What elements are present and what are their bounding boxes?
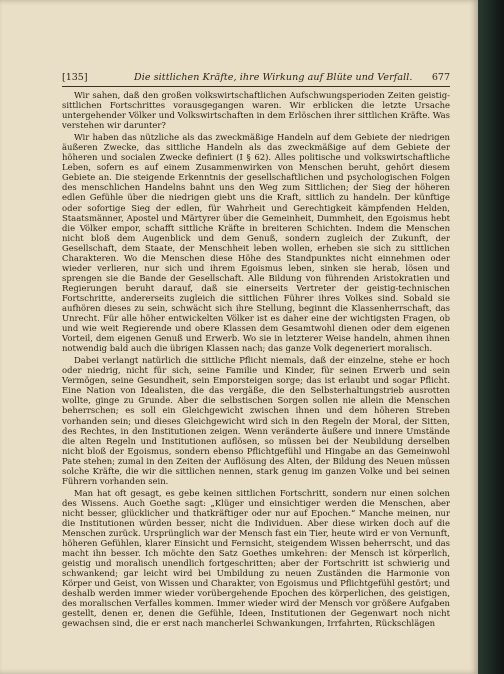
header-bracket-number: [135] xyxy=(62,72,88,83)
paragraph-3: Dabei verlangt natürlich die sittliche Pflicht niemals, daß der einzelne, stehe er hoch oder niedrig, nicht für sich, seine Familie und Kinder, für seinen Erwerb und sein Vermögen, seine Gesundheit, sein Emporsteigen sorge; das ist erlaubt und sogar Pflicht. Eine Nation von Idealisten, die das vergäße, die den Selbsterhaltungstrieb ausrotten wollte, ginge zu Grunde. Aber die selbstischen Sorgen sollen nie allein die Menschen beherrschen; es soll ein Gleichgewicht zwischen ihnen und dem höheren Streben vorhanden sein; und dieses Gleichgewicht wird sich in den Regeln der Moral, der Sitten, des Rechtes, in den Institutionen zeigen. Wenn veränderte äußere und innere Umstände die alten Regeln und Institutionen auflösen, so müssen bei der Neubildung derselben nicht bloß der Egoismus, sondern ebenso Pflichtgefühl und Hingabe an das Gemeinwohl Pate stehen; zumal in den Zeiten der Auflösung des Alten, der Bildung des Neuen müssen solche Kräfte, die wir die sittlichen nennen, stark genug im ganzen Volke und bei seinen Führern vorhanden sein. xyxy=(62,355,450,486)
paragraph-4: Man hat oft gesagt, es gebe keinen sittlichen Fortschritt, sondern nur einen solchen des Wissens. Auch Goethe sagt: „Klüger und einsichtiger werden die Menschen, aber nicht besser, glücklicher und thatkräftiger oder nur auf Epochen.“ Manche meinen, nur die Institutionen würden besser, nicht die Individuen. Aber diese wirken doch auf die Menschen zurück. Ursprünglich war der Mensch fast ein Tier, heute wird er von Vernunft, höheren Gefühlen, klarer Einsicht und Fernsicht, steigendem Wissen beherrscht, und das macht ihn besser. Ich möchte den Satz Goethes umkehren: der Mensch ist körperlich, geistig und moralisch unendlich fortgeschritten; aber der Fortschritt ist schwierig und schwankend; gar leicht wird bei Umbildung zu neuen Zuständen die Harmonie von Körper und Geist, von Wissen und Charakter, von Egoismus und Pflichtgefühl gestört; und deshalb werden immer wieder vorübergehende Epochen des körperlichen, des geistigen, des moralischen Verfalles kommen. Immer wieder wird der Mensch vor größere Aufgaben gestellt, denen er, denen die Gefühle, Ideen, Institutionen der Gegenwart noch nicht gewachsen sind, die er erst nach mancherlei Schwankungen, Irrfahrten, Rückschlägen xyxy=(62,487,450,629)
running-header xyxy=(62,72,450,86)
header-rule xyxy=(62,86,450,87)
paragraph-1: Wir sahen, daß den großen volkswirtschaftlichen Aufschwungsperioden Zeiten geistig-sittlichen Fortschrittes vorausgegangen waren. Wir erblicken die letzte Ursache untergehender Völker und Volkswirtschaften in dem Erlöschen ihrer sittlichen Kräfte. Was verstehen wir darunter? xyxy=(62,90,450,131)
book-spine xyxy=(478,0,504,674)
running-title: Die sittlichen Kräfte, ihre Wirkung auf Blüte und Verfall. xyxy=(134,72,413,83)
paragraph-2: Wir haben das nützliche als das zweckmäßige Handeln auf dem Gebiete der niedrigen äußeren Zwecke, das sittliche Handeln als das zweckmäßige auf dem Gebiete der höheren und socialen Zwecke definiert (I § 62). Alles politische und volkswirtschaftliche Leben, sofern es auf einem Zusammenwirken von Menschen beruht, gehört diesem Gebiete an. Die steigende Erkenntnis der gesellschaftlichen und psychologischen Folgen des menschlichen Handelns bahnt uns den Weg zum Sittlichen; der Sieg der höheren edlen Gefühle über die niedrigen giebt uns die Kraft, sittlich zu handeln. Der künftige oder sofortige Sieg der edlen, für Wahrheit und Gerechtigkeit kämpfenden Helden, Staatsmänner, Apostel und Märtyrer über die Gemeinheit, Dummheit, den Egoismus hebt die Völker empor, schafft sittliche Kräfte in breiteren Schichten. Indem die Menschen nicht bloß dem Augenblick und dem Genuß, sondern zugleich der Zukunft, der Gesellschaft, dem Staate, der Menschheit leben wollen, erheben sie sich zu sittlichen Charakteren. Wo die Menschen diese Höhe des Standpunktes nicht einnehmen oder wieder verlieren, nur sich und ihrem Egoismus leben, sinken sie herab, lösen und sprengen sie die Bande der Gesellschaft. Alle Bildung von führenden Aristokratien und Regierungen beruht darauf, daß sie einerseits Vertreter der geistig-technischen Fortschritte, andererseits zugleich die sittlichen Führer ihres Volkes sind. Sobald sie aufhören dieses zu sein, schwächt sich ihre Stellung, beginnt die Klassenherrschaft, das Unrecht. Für alle höher entwickelten Völker ist es daher eine der wichtigsten Fragen, ob und wie weit Regierende und obere Klassen dem Gesamtwohl dienen oder dem eigenen Vorteil, dem eigenen Genuß und Erwerb. Wo sie in letzterer Weise handeln, ahmen ihnen notwendig bald auch die übrigen Klassen nach; das ganze Volk degeneriert moralisch. xyxy=(62,132,450,354)
page-body xyxy=(62,90,450,650)
page-number: 677 xyxy=(431,72,450,83)
